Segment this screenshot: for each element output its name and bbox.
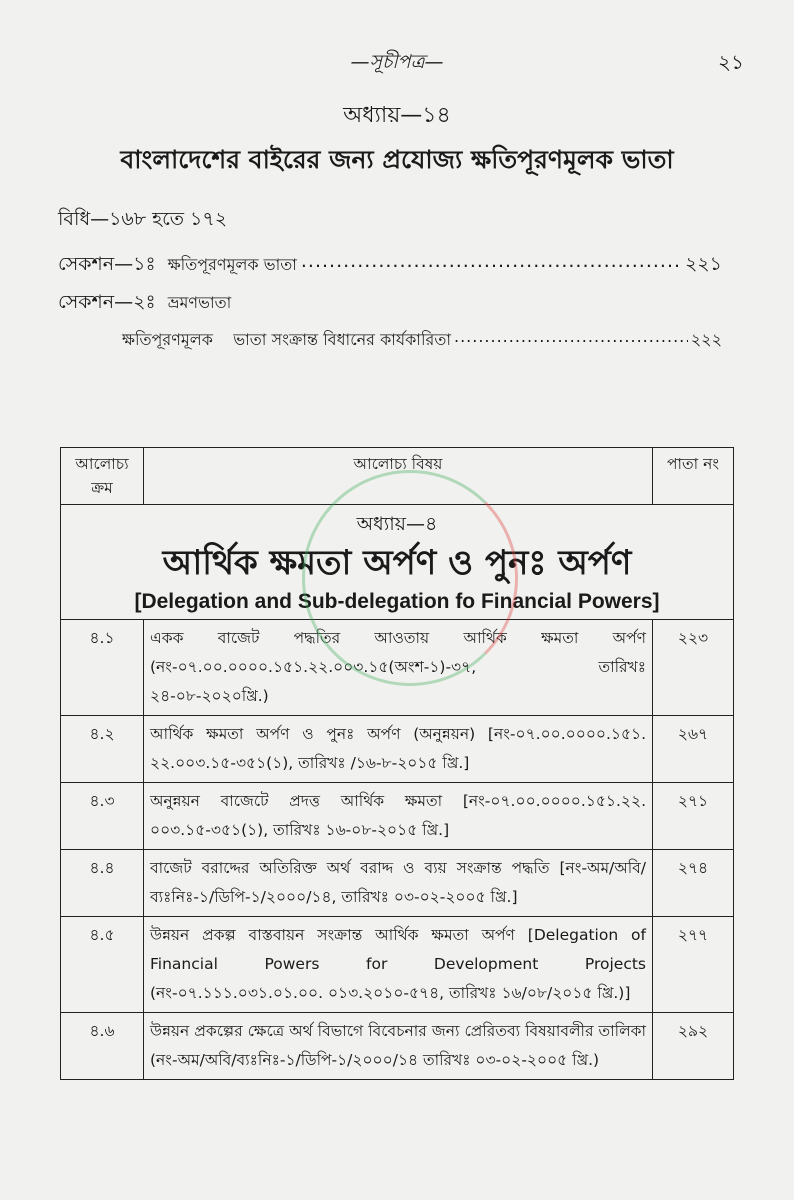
- toc-section-2: [58, 288, 722, 320]
- chapter-14-title: অধ্যায়—১৪: [343, 103, 451, 128]
- chapter-4-subtitle: আর্থিক ক্ষমতা অর্পণ ও পুনঃ অর্পণ: [162, 543, 632, 583]
- header-serial: আলোচ্য ক্রম: [61, 448, 144, 505]
- rules-range: বিধি—১৬৮ হতে ১৭২: [58, 208, 228, 230]
- row-page: ২৭১: [653, 783, 734, 850]
- chapter-14-subtitle: বাংলাদেশের বাইরের জন্য প্রযোজ্য ক্ষতিপূরণমূলক ভাতা: [120, 145, 674, 174]
- row-serial: ৪.৩: [61, 783, 144, 850]
- chapter-4-title: অধ্যায়—৪: [356, 513, 438, 535]
- row-subject: একক বাজেট পদ্ধতির আওতায় আর্থিক ক্ষমতা অর্পণ (নং-০৭.০০.০০০০.১৫১.২২.০০৩.১৫(অংশ-১)-৩৭, তারিখঃ ২৪-০৮-২০২০খ্রি.): [144, 620, 653, 716]
- section-title: ক্ষতিপূরণমূলক ভাতা: [167, 255, 297, 274]
- row-page: ২৬৭: [653, 716, 734, 783]
- row-page: ২৯২: [653, 1013, 734, 1080]
- subentry-title: ক্ষতিপূরণমূলক ভাতা সংক্রান্ত বিধানের কার্যকারিতা: [122, 330, 451, 349]
- table-row: [61, 620, 734, 716]
- toc-section-1: [58, 250, 722, 282]
- row-subject: অনুন্নয়ন বাজেটে প্রদত্ত আর্থিক ক্ষমতা [নং-০৭.০০.০০০০.১৫১.২২. ০০৩.১৫-৩৫১(১), তারিখঃ ১৬-০৮-২০১৫ খ্রি.]: [144, 783, 653, 850]
- page-number: ২১: [718, 50, 744, 74]
- row-subject: উন্নয়ন প্রকল্প বাস্তবায়ন সংক্রান্ত আর্থিক ক্ষমতা অর্পণ [Delegation of Financial Powers for Development Projects (নং-০৭.১১১.০৩১.০১.০০. ০১৩.২০১০-৫৭৪, তারিখঃ ১৬/০৮/২০১৫ খ্রি.)]: [144, 917, 653, 1013]
- row-serial: ৪.৫: [61, 917, 144, 1013]
- toc-subentry: [122, 327, 722, 354]
- table-row: [61, 917, 734, 1013]
- section-title: ভ্রমণভাতা: [167, 293, 232, 312]
- table-header: [61, 448, 734, 505]
- leader-dots: [454, 327, 688, 354]
- section-page: ২২১: [684, 253, 722, 275]
- header-subject: আলোচ্য বিষয়: [144, 448, 653, 505]
- row-subject: বাজেট বরাদ্দের অতিরিক্ত অর্থ বরাদ্দ ও ব্যয় সংক্রান্ত পদ্ধতি [নং-অম/অবি/ব্যঃনিঃ-১/ডিপি-১/২০০০/১৪, তারিখঃ ০৩-০২-২০০৫ খ্রি.]: [144, 850, 653, 917]
- header-page: পাতা নং: [653, 448, 734, 505]
- table-row: [61, 1013, 734, 1080]
- row-subject: উন্নয়ন প্রকল্পের ক্ষেত্রে অর্থ বিভাগে বিবেচনার জন্য প্রেরিতব্য বিষয়াবলীর তালিকা (নং-অম/অবি/ব্যঃনিঃ-১/ডিপি-১/২০০০/১৪ তারিখঃ ০৩-০২-২০০৫ খ্রি.): [144, 1013, 653, 1080]
- row-page: ২৭৪: [653, 850, 734, 917]
- row-page: ২২৩: [653, 620, 734, 716]
- running-header: —সূচীপত্র—: [350, 51, 444, 73]
- leader-dots: [301, 250, 681, 282]
- row-serial: ৪.৬: [61, 1013, 144, 1080]
- table-row: [61, 850, 734, 917]
- chapter-row: [61, 505, 734, 620]
- chapter-4-english: [Delegation and Sub-delegation fo Financial Powers]: [134, 590, 660, 613]
- row-serial: ৪.১: [61, 620, 144, 716]
- row-serial: ৪.২: [61, 716, 144, 783]
- section-label: সেকশন—১ঃ: [58, 253, 156, 275]
- row-page: ২৭৭: [653, 917, 734, 1013]
- row-subject: আর্থিক ক্ষমতা অর্পণ ও পুনঃ অর্পণ (অনুন্নয়ন) [নং-০৭.০০.০০০০.১৫১. ২২.০০৩.১৫-৩৫১(১), তারিখঃ /১৬-৮-২০১৫ খ্রি.]: [144, 716, 653, 783]
- table-row: [61, 783, 734, 850]
- section-label: সেকশন—২ঃ: [58, 291, 156, 313]
- table-row: [61, 716, 734, 783]
- row-serial: ৪.৪: [61, 850, 144, 917]
- subentry-page: ২২২: [690, 330, 722, 349]
- contents-table: [60, 447, 734, 1080]
